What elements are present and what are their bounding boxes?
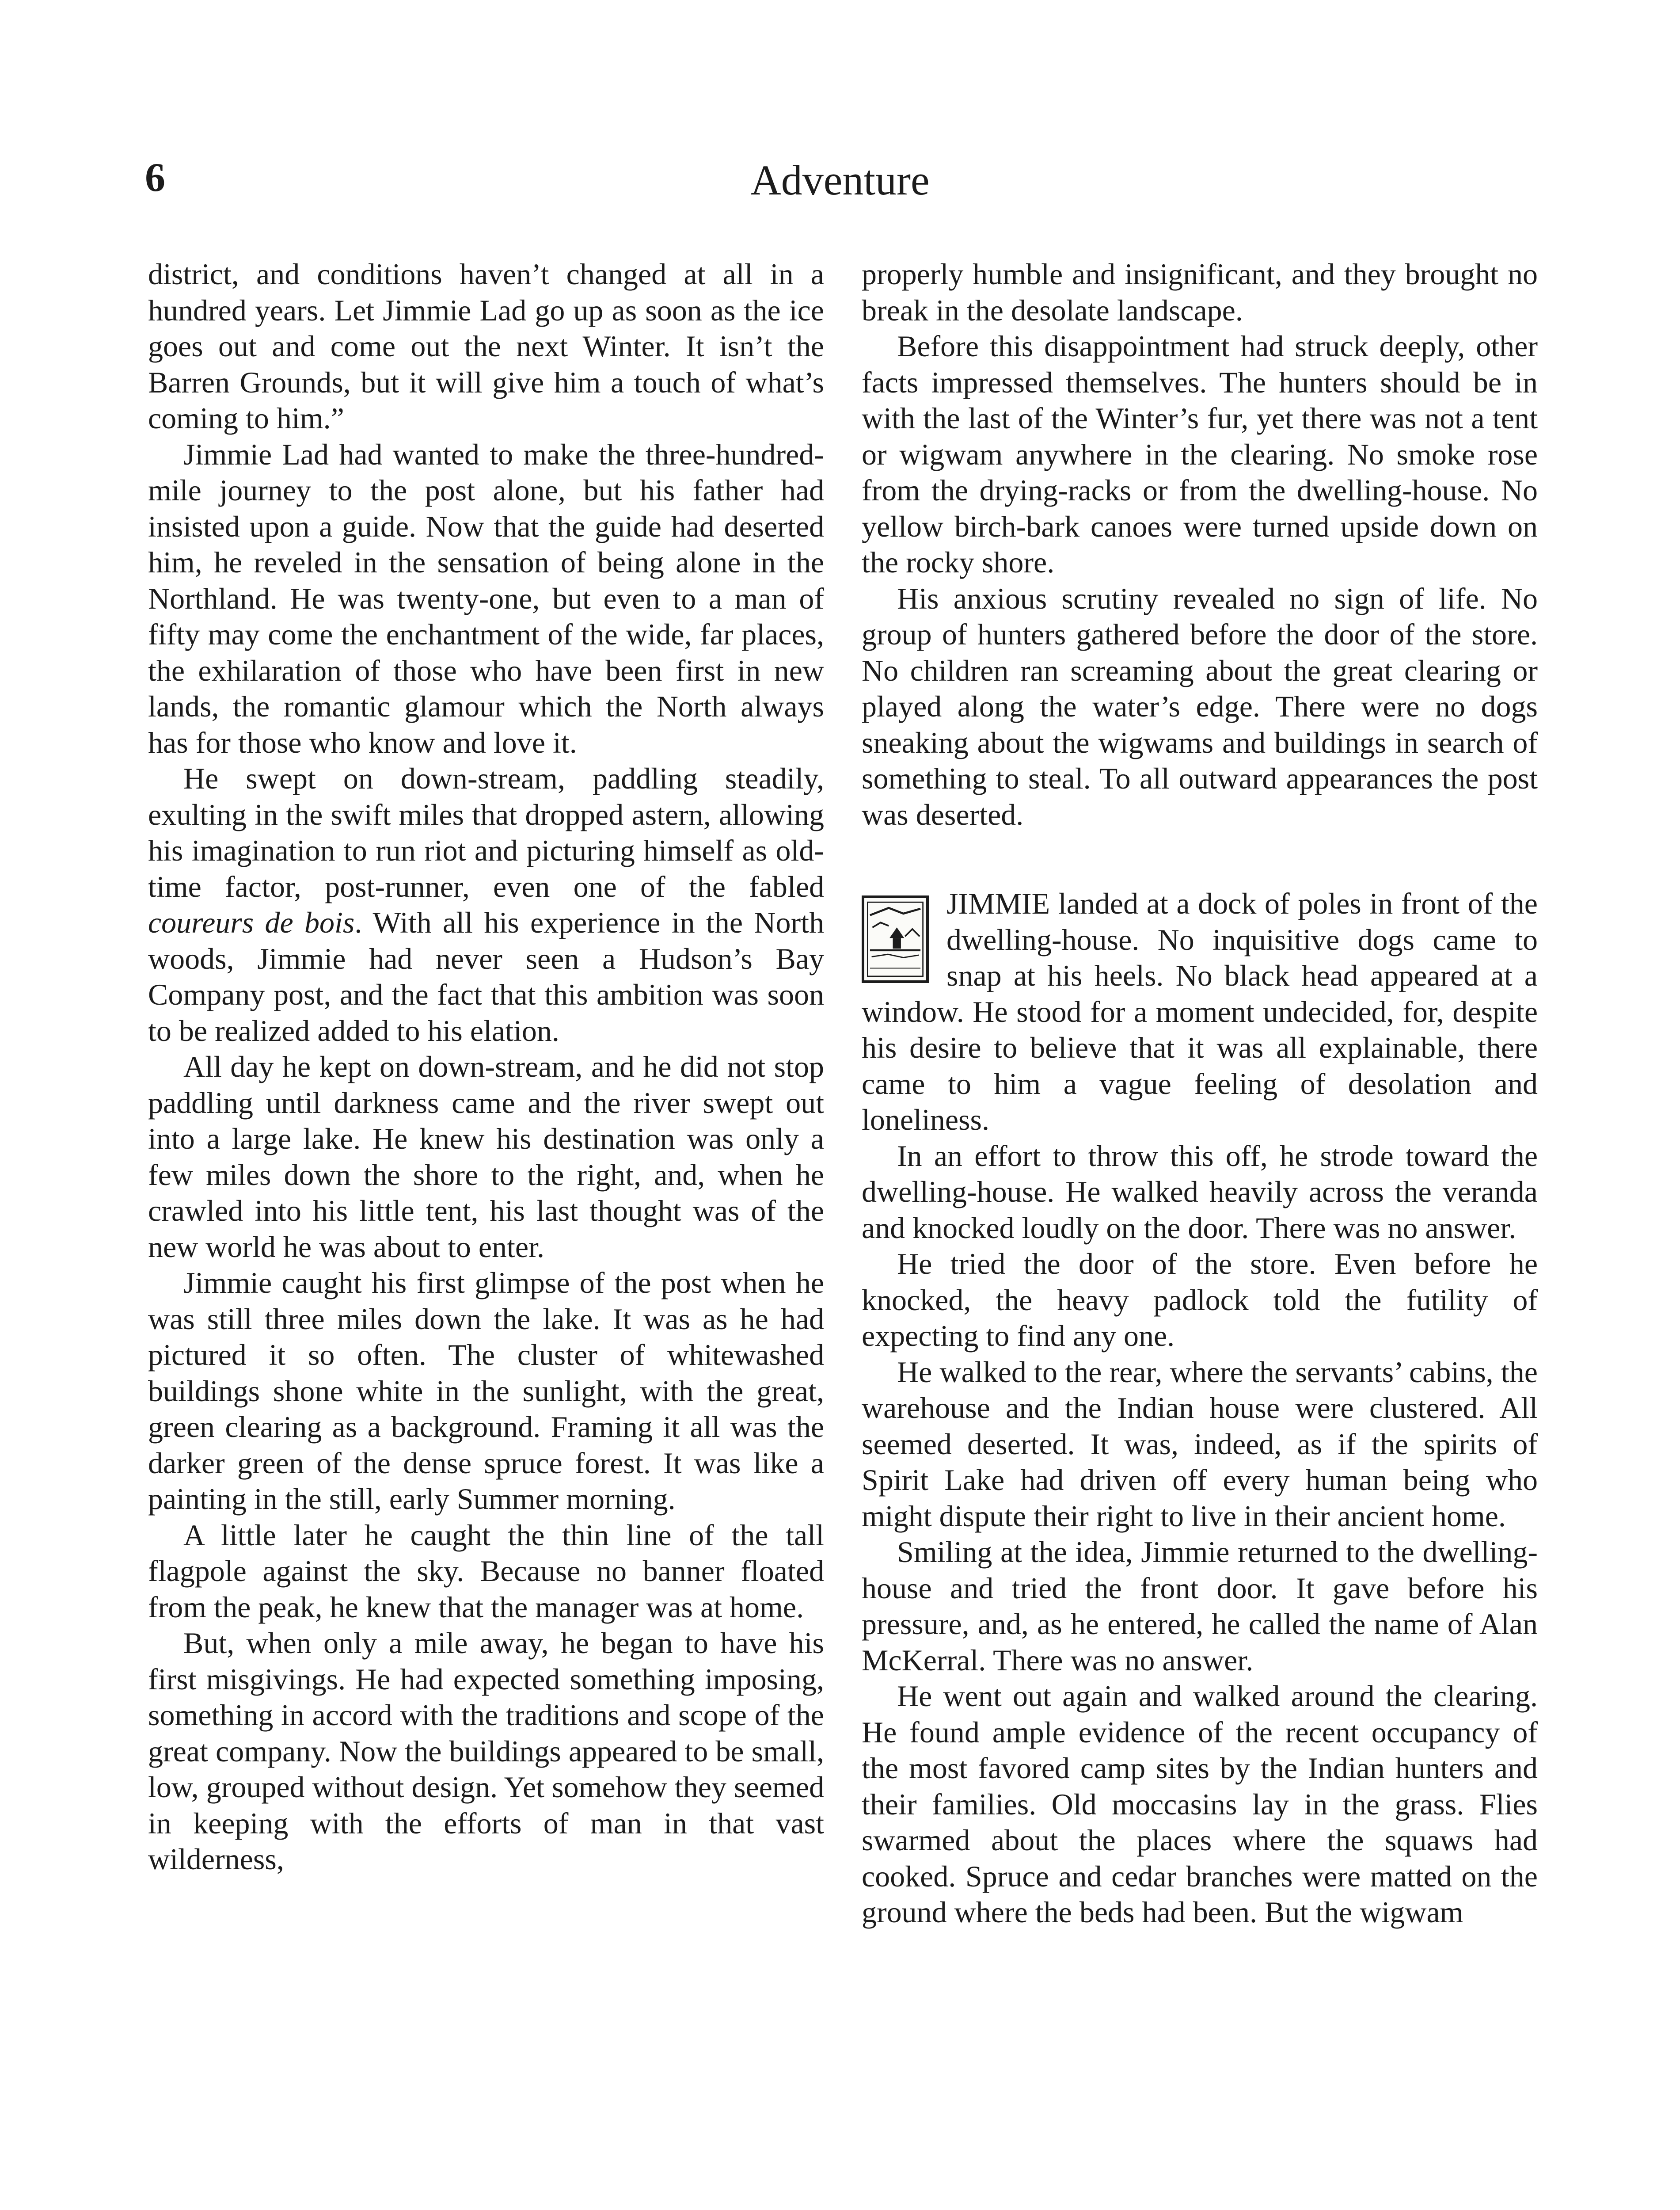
left-column	[148, 256, 824, 1878]
running-title: Adventure	[750, 156, 930, 204]
paragraph: His anxious scrutiny revealed no sign of life. No group of hunters gathered before the door of the store. No children ran screaming about the great clearing or played along the water’s edge. There were no dogs sneaking about the wigwams and buildings in search of something to steal. To all outward appearances the post was deserted.	[862, 581, 1538, 831]
page-number: 6	[145, 155, 165, 200]
paragraph: properly humble and insignificant, and they brought no break in the desolate landscape.	[862, 257, 1538, 327]
paragraph: But, when only a mile away, he began to have his first misgivings. He had expected something imposing, something in accord with the traditions and scope of the great company. Now the buildings appeared to be small, low, grouped without design. Yet somehow they seemed in keeping with the efforts of man in that vast wilderness,	[148, 1626, 824, 1876]
paragraph: In an effort to throw this off, he strode toward the dwelling-house. He walked heavily across the veranda and knocked loudly on the door. There was no answer.	[862, 1139, 1538, 1245]
paragraph: Before this disappointment had struck deeply, other facts impressed themselves. The hunters should be in with the last of the Winter’s fur, yet there was not a tent or wigwam anywhere in the clearing. No smoke rose from the drying-racks or from the dwelling-house. No yellow birch-bark canoes were turned upside down on the rocky shore.	[862, 329, 1538, 579]
paragraph-text: . With all his experience in the North woods, Jimmie had never seen a Hudson’s Bay Company post, and the fact that this ambition was soon to be realized added to his elation.	[148, 906, 825, 1048]
paragraph: A little later he caught the thin line of the tall flagpole against the sky. Because no banner floated from the peak, he knew that the manager was at home.	[148, 1518, 824, 1624]
section-break	[862, 833, 1538, 886]
paragraph: Jimmie Lad had wanted to make the three-hundred-mile journey to the post alone, but his father had insisted upon a guide. Now that the guide had deserted him, he reveled in the sensation of being alone in the Northland. He was twenty-one, but even to a man of fifty may come the enchantment of the wide, far places, the exhilaration of those who have been first in new lands, the romantic glamour which the North always has for those who know and love it.	[148, 437, 824, 759]
paragraph: Smiling at the idea, Jimmie returned to the dwelling-house and tried the front door. It gave before his pressure, and, as he entered, he called the name of Alan McKerral. There was no answer.	[862, 1535, 1538, 1677]
paragraph: He walked to the rear, where the servants’ cabins, the warehouse and the Indian house were clustered. All seemed deserted. It was, indeed, as if the spirits of Spirit Lake had driven off every human being who might dispute their right to live in their ancient home.	[862, 1355, 1538, 1533]
paragraph	[148, 761, 824, 1049]
italic-phrase: coureurs de bois	[148, 906, 355, 939]
decorative-vignette-icon	[862, 895, 929, 983]
right-column	[862, 256, 1538, 1931]
paragraph: He went out again and walked around the clearing. He found ample evidence of the recent occupancy of the most favored camp sites by the Indian hunters and their families. Old moccasins lay in the grass. Flies swarmed about the places where the squaws had cooked. Spruce and cedar branches were matted on the ground where the beds had been. But the wigwam	[862, 1679, 1538, 1929]
paragraph: Jimmie caught his first glimpse of the post when he was still three miles down the lake. It was as he had pictured it so often. The cluster of whitewashed buildings shone white in the sunlight, with the great, green clearing as a background. Framing it all was the darker green of the dense spruce forest. It was like a painting in the still, early Summer morning.	[148, 1266, 824, 1516]
paragraph: He tried the door of the store. Even before he knocked, the heavy padlock told the futility of expecting to find any one.	[862, 1247, 1538, 1353]
paragraph-text: He swept on down-stream, paddling steadily, exulting in the swift miles that dropped astern, allowing his imagination to run riot and picturing himself as old-time factor, post-runner, even one of the fabled	[148, 762, 824, 903]
paragraph-text: JIMMIE landed at a dock of poles in front of the dwelling-house. No inquisitive dogs came to snap at his heels. No black head appeared at a window. He stood for a moment undecided, for, despite his desire to believe that it was all explainable, there came to him a vague feeling of desolation and loneliness.	[862, 887, 1538, 1136]
paragraph: district, and conditions haven’t changed at all in a hundred years. Let Jimmie Lad go up as soon as the ice goes out and come out the next Winter. It isn’t the Barren Grounds, but it will give him a touch of what’s coming to him.”	[148, 257, 824, 435]
paragraph: All day he kept on down-stream, and he did not stop paddling until darkness came and the river swept out into a large lake. He knew his destination was only a few miles down the shore to the right, and, when he crawled into his little tent, his last thought was of the new world he was about to enter.	[148, 1050, 824, 1264]
section-opening-paragraph	[862, 886, 1538, 1138]
